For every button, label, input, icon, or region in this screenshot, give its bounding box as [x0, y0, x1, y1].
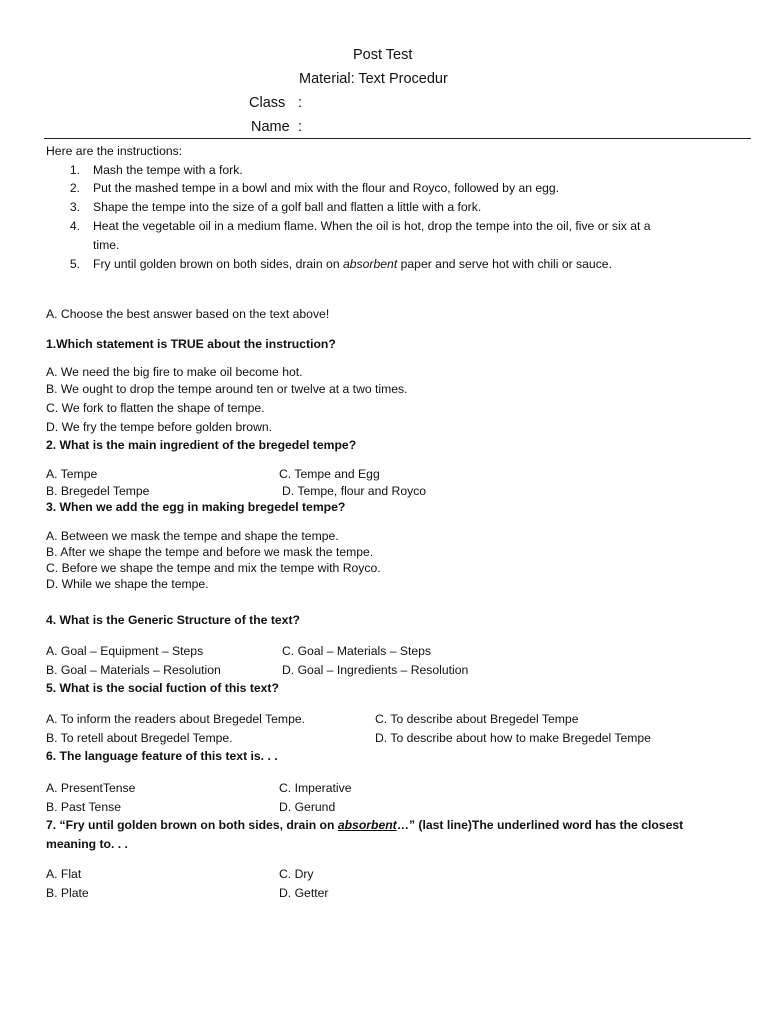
option: C. Imperative [279, 781, 352, 795]
option: B. After we shape the tempe and before we mask the tempe. [46, 545, 374, 559]
option: B. Goal – Materials – Resolution [46, 663, 221, 677]
option: A. Goal – Equipment – Steps [46, 644, 204, 658]
step-number: 5. [69, 257, 80, 271]
step-text: Shape the tempe into the size of a golf ball and flatten a little with a fork. [93, 200, 482, 214]
question-3: 3. When we add the egg in making bregedel tempe? [46, 500, 346, 514]
option: D. While we shape the tempe. [46, 577, 209, 591]
option: D. We fry the tempe before golden brown. [46, 420, 273, 434]
option: C. Dry [279, 867, 314, 881]
option: A. Tempe [46, 467, 98, 481]
header-divider [44, 138, 751, 139]
option: D. Gerund [279, 800, 336, 814]
option: B. Plate [46, 886, 89, 900]
question-2: 2. What is the main ingredient of the bregedel tempe? [46, 438, 357, 452]
option: C. Goal – Materials – Steps [282, 644, 432, 658]
option: D. Goal – Ingredients – Resolution [282, 663, 469, 677]
question-7-continued: meaning to. . . [46, 837, 128, 851]
step-number: 1. [69, 163, 80, 177]
option: C. Before we shape the tempe and mix the tempe with Royco. [46, 561, 381, 575]
question-5: 5. What is the social fuction of this text? [46, 681, 279, 695]
option: D. Getter [279, 886, 329, 900]
option: D. To describe about how to make Bregedel Tempe [375, 731, 651, 745]
question-6: 6. The language feature of this text is. . . [46, 749, 278, 763]
step-number: 2. [69, 181, 80, 195]
question-1: 1.Which statement is TRUE about the instruction? [46, 337, 336, 351]
name-label: Name [251, 119, 290, 135]
material-title: Material: Text Procedur [299, 71, 448, 87]
option: A. PresentTense [46, 781, 136, 795]
option: D. Tempe, flour and Royco [282, 484, 427, 498]
page-title: Post Test [353, 47, 413, 63]
option: B. To retell about Bregedel Tempe. [46, 731, 233, 745]
step-text: Mash the tempe with a fork. [93, 163, 243, 177]
option: B. We ought to drop the tempe around ten or twelve at a two times. [46, 382, 408, 396]
step-text: Put the mashed tempe in a bowl and mix with the flour and Royco, followed by an egg. [93, 181, 560, 195]
question-4: 4. What is the Generic Structure of the text? [46, 613, 300, 627]
option: A. Between we mask the tempe and shape the tempe. [46, 529, 339, 543]
option: C. To describe about Bregedel Tempe [375, 712, 579, 726]
step-text: Fry until golden brown on both sides, drain on absorbent paper and serve hot with chili or sauce. [93, 257, 612, 271]
class-colon: : [298, 95, 303, 111]
section-a-heading: A. Choose the best answer based on the text above! [46, 307, 330, 321]
question-7: 7. “Fry until golden brown on both sides, drain on absorbent…” (last line)The underlined word has the closest [46, 818, 684, 832]
option: A. We need the big fire to make oil become hot. [46, 365, 303, 379]
step-number: 4. [69, 219, 80, 233]
step-text-continued: time. [93, 238, 120, 252]
option: A. To inform the readers about Bregedel Tempe. [46, 712, 306, 726]
option: B. Past Tense [46, 800, 121, 814]
option: C. We fork to flatten the shape of tempe. [46, 401, 265, 415]
option: B. Bregedel Tempe [46, 484, 150, 498]
option: A. Flat [46, 867, 82, 881]
name-colon: : [298, 119, 303, 135]
instructions-intro: Here are the instructions: [46, 144, 183, 158]
class-label: Class [249, 95, 286, 111]
step-text: Heat the vegetable oil in a medium flame. When the oil is hot, drop the tempe into the oil, five or six at a [93, 219, 651, 233]
step-number: 3. [69, 200, 80, 214]
option: C. Tempe and Egg [279, 467, 380, 481]
